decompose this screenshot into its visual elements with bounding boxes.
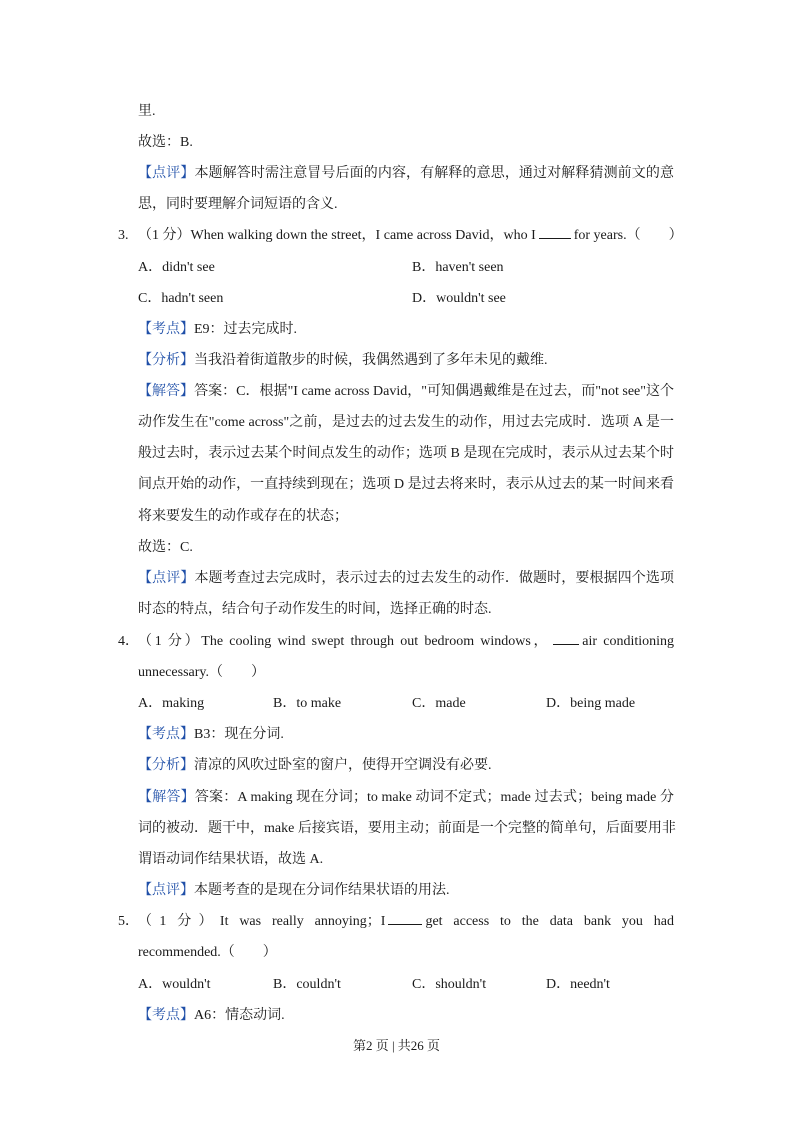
option-d: D．being made [546,696,636,711]
kaodian-tag: 【考点】 [138,727,194,742]
question-stem-cont: recommended.（ ） [138,945,277,960]
jieda-line: 动作发生在"come across"之前，是过去的过去发生的动作，用过去完成时．选项 A 是一 [138,415,674,430]
kaodian-tag: 【考点】 [138,322,194,337]
option-d: D．needn't [546,977,610,992]
jieda-tag: 【解答】 [138,790,195,805]
answer-blank [553,632,579,645]
jieda-line: 将来要发生的动作或存在的状态； [138,509,348,524]
review-line: 时态的特点，结合句子动作发生的时间，选择正确的时态. [138,602,492,617]
jieda-line: 【解答】答案：C．根据"I came across David，"可知偶遇戴维是在过去，而"not see"这个 [138,384,675,399]
question-stem: （1 分）The cooling wind swept through out bedroom windows， air conditioning [138,634,675,649]
question-stem-cont: unnecessary.（ ） [138,665,266,680]
answer-line: 故选：B. [138,135,193,150]
jieda-tag: 【解答】 [138,384,195,399]
kaodian-tag: 【考点】 [138,1008,194,1023]
text-line: 里. [138,104,156,119]
review-line: 【点评】本题考查的是现在分词作结果状语的用法. [138,883,450,898]
option-a: A．didn't see [138,260,215,275]
jieda-line: 谓语动词作结果状语，故选 A. [138,852,324,867]
kaodian-line: 【考点】B3：现在分词. [138,727,284,742]
option-c: C．made [412,696,466,711]
fenxi-line: 【分析】当我沿着街道散步的时候，我偶然遇到了多年未见的戴维. [138,353,548,368]
option-c: C．shouldn't [412,977,487,992]
answer-blank [388,912,422,925]
review-tag: 【点评】 [138,166,195,181]
answer-line: 故选：C. [138,540,193,555]
option-b: B．to make [273,696,342,711]
jieda-line: 词的被动．题干中，make 后接宾语，要用主动；前面是一个完整的简单句，后面要用非 [138,821,676,836]
kaodian-line: 【考点】E9：过去完成时. [138,322,298,337]
review-tag: 【点评】 [138,883,194,898]
option-a: A．wouldn't [138,977,211,992]
review-line: 【点评】本题考查过去完成时，表示过去的过去发生的动作．做题时，要根据四个选项 [138,571,675,586]
option-c: C．hadn't seen [138,291,224,306]
answer-blank [539,226,571,239]
question-stem: （1 分）It was really annoying；I get access to the data bank you had [138,914,675,929]
review-line: 思，同时要理解介词短语的含义. [138,197,338,212]
question-stem: （1 分）When walking down the street，I came across David，who I for years.（ ） [138,228,683,243]
review-tag: 【点评】 [138,571,195,586]
option-b: B．couldn't [273,977,341,992]
fenxi-line: 【分析】清凉的风吹过卧室的窗户，使得开空调没有必要. [138,758,492,773]
question-number: 4． [118,634,139,649]
fenxi-tag: 【分析】 [138,353,194,368]
page-footer: 第2 页 | 共26 页 [352,1038,441,1053]
fenxi-tag: 【分析】 [138,758,194,773]
option-a: A．making [138,696,205,711]
option-d: D．wouldn't see [412,291,506,306]
question-number: 5． [118,914,139,929]
jieda-line: 般过去时，表示过去某个时间点发生的动作；选项 B 是现在完成时，表示从过去某个时 [138,446,674,461]
jieda-line: 【解答】答案：A making 现在分词；to make 动词不定式；made 过去式；being made 分 [138,790,675,805]
kaodian-line: 【考点】A6：情态动词. [138,1008,285,1023]
jieda-line: 间点开始的动作，一直持续到现在；选项 D 是过去将来时，表示从过去的某一时间来看 [138,477,674,492]
review-line: 【点评】本题解答时需注意冒号后面的内容，有解释的意思，通过对解释猜测前文的意 [138,166,675,181]
question-number: 3. [118,228,129,243]
option-b: B．haven't seen [412,260,504,275]
